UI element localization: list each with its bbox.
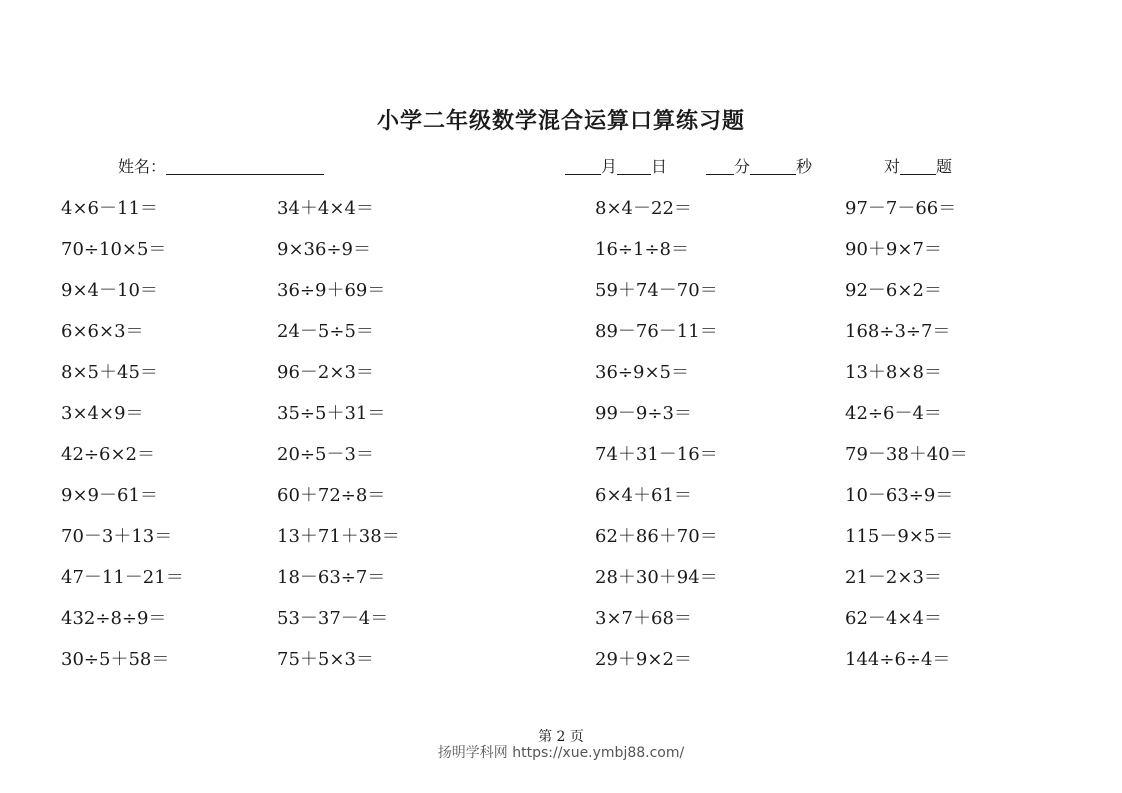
second-blank[interactable] bbox=[750, 156, 796, 175]
problem-item: 28＋30＋94＝ bbox=[595, 567, 718, 588]
problem-row bbox=[0, 399, 1122, 427]
problem-item: 89－76－11＝ bbox=[595, 321, 718, 342]
day-blank[interactable] bbox=[617, 156, 651, 175]
problem-item: 47－11－21＝ bbox=[61, 567, 184, 588]
correct-blank[interactable] bbox=[900, 156, 936, 175]
problem-row bbox=[0, 440, 1122, 468]
page-number: 第 2 页 bbox=[538, 729, 584, 745]
month-blank[interactable] bbox=[565, 156, 601, 175]
problem-item: 3×7＋68＝ bbox=[595, 608, 692, 629]
score-field bbox=[884, 154, 952, 177]
second-label: 秒 bbox=[796, 157, 813, 176]
problem-item: 29＋9×2＝ bbox=[595, 649, 692, 670]
problem-row bbox=[0, 481, 1122, 509]
problem-item: 42÷6×2＝ bbox=[61, 444, 155, 465]
problem-item: 79－38＋40＝ bbox=[845, 444, 968, 465]
problem-item: 59＋74－70＝ bbox=[595, 280, 718, 301]
problem-row bbox=[0, 563, 1122, 591]
problem-item: 21－2×3＝ bbox=[845, 567, 942, 588]
problem-row bbox=[0, 276, 1122, 304]
name-label: 姓名： bbox=[118, 157, 167, 176]
problem-item: 13＋8×8＝ bbox=[845, 362, 942, 383]
problem-row bbox=[0, 194, 1122, 222]
problem-item: 30÷5＋58＝ bbox=[61, 649, 170, 670]
problem-item: 96－2×3＝ bbox=[277, 362, 374, 383]
problem-item: 3×4×9＝ bbox=[61, 403, 144, 424]
name-blank[interactable] bbox=[166, 156, 324, 175]
problem-item: 62－4×4＝ bbox=[845, 608, 942, 629]
problem-item: 53－37－4＝ bbox=[277, 608, 389, 629]
problem-item: 74＋31－16＝ bbox=[595, 444, 718, 465]
problem-item: 432÷8÷9＝ bbox=[61, 608, 167, 629]
problem-item: 6×6×3＝ bbox=[61, 321, 144, 342]
questions-label: 题 bbox=[936, 157, 953, 176]
problem-item: 62＋86＋70＝ bbox=[595, 526, 718, 547]
time-field bbox=[706, 154, 812, 177]
problem-item: 20÷5－3＝ bbox=[277, 444, 374, 465]
problem-item: 144÷6÷4＝ bbox=[845, 649, 951, 670]
problem-item: 34＋4×4＝ bbox=[277, 198, 374, 219]
problem-item: 115－9×5＝ bbox=[845, 526, 954, 547]
problem-item: 75＋5×3＝ bbox=[277, 649, 374, 670]
problem-item: 13＋71＋38＝ bbox=[277, 526, 400, 547]
problem-item: 9×4－10＝ bbox=[61, 280, 158, 301]
problem-item: 60＋72÷8＝ bbox=[277, 485, 386, 506]
problem-item: 9×36÷9＝ bbox=[277, 239, 371, 260]
problem-item: 10－63÷9＝ bbox=[845, 485, 954, 506]
problem-item: 36÷9×5＝ bbox=[595, 362, 689, 383]
problem-item: 36÷9＋69＝ bbox=[277, 280, 386, 301]
problem-item: 70÷10×5＝ bbox=[61, 239, 167, 260]
problem-item: 6×4＋61＝ bbox=[595, 485, 692, 506]
day-label: 日 bbox=[651, 157, 668, 176]
problem-item: 90＋9×7＝ bbox=[845, 239, 942, 260]
minute-blank[interactable] bbox=[706, 156, 734, 175]
problem-item: 4×6－11＝ bbox=[61, 198, 158, 219]
problem-item: 35÷5＋31＝ bbox=[277, 403, 386, 424]
problem-item: 97－7－66＝ bbox=[845, 198, 957, 219]
problem-row bbox=[0, 645, 1122, 673]
site-watermark: 扬明学科网 https://xue.ymbj88.com/ bbox=[437, 745, 685, 761]
problem-item: 8×5＋45＝ bbox=[61, 362, 158, 383]
correct-label: 对 bbox=[884, 157, 901, 176]
student-info-row bbox=[0, 154, 1122, 178]
month-label: 月 bbox=[601, 157, 618, 176]
problem-row bbox=[0, 317, 1122, 345]
problem-item: 70－3＋13＝ bbox=[61, 526, 173, 547]
minute-label: 分 bbox=[734, 157, 751, 176]
problem-row bbox=[0, 358, 1122, 386]
problem-row bbox=[0, 235, 1122, 263]
name-field bbox=[118, 154, 324, 177]
worksheet-title: 小学二年级数学混合运算口算练习题 bbox=[376, 108, 745, 134]
problem-item: 168÷3÷7＝ bbox=[845, 321, 951, 342]
problem-item: 9×9－61＝ bbox=[61, 485, 158, 506]
problem-item: 18－63÷7＝ bbox=[277, 567, 386, 588]
problem-item: 8×4－22＝ bbox=[595, 198, 692, 219]
problem-item: 92－6×2＝ bbox=[845, 280, 942, 301]
problem-item: 99－9÷3＝ bbox=[595, 403, 692, 424]
date-time-field bbox=[565, 154, 667, 177]
problem-item: 16÷1÷8＝ bbox=[595, 239, 689, 260]
problem-row bbox=[0, 522, 1122, 550]
problem-row bbox=[0, 604, 1122, 632]
problem-item: 42÷6－4＝ bbox=[845, 403, 942, 424]
problem-item: 24－5÷5＝ bbox=[277, 321, 374, 342]
